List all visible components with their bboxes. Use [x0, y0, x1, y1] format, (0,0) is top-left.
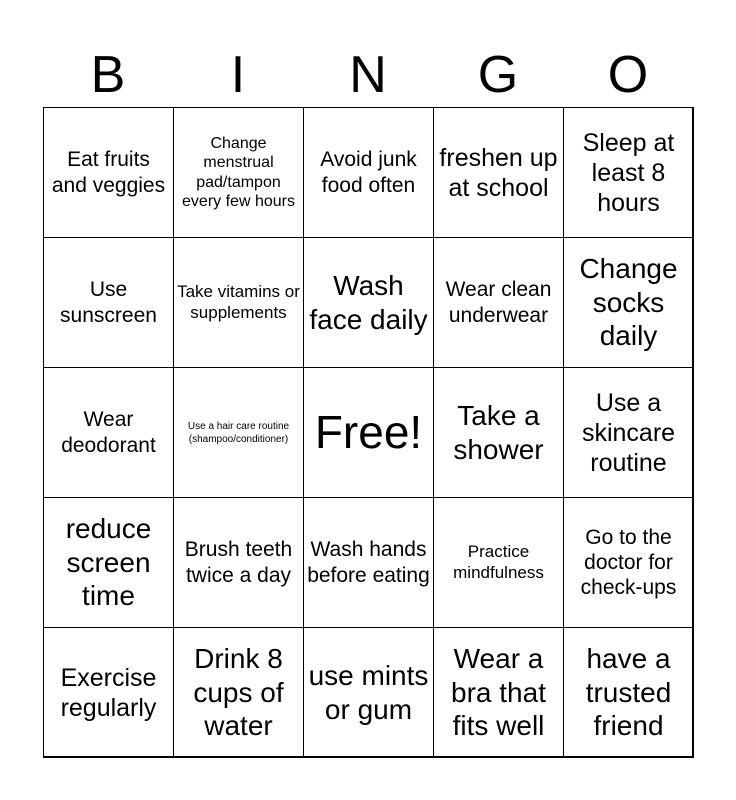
bingo-cell[interactable] [433, 237, 564, 368]
bingo-cell[interactable] [173, 627, 304, 758]
bingo-cell[interactable] [43, 627, 174, 758]
cell-text: use mints or gum [308, 659, 429, 725]
bingo-header [43, 42, 693, 108]
cell-text: Use a skincare routine [581, 388, 676, 477]
cell-text: reduce screen time [65, 513, 152, 612]
cell-text: Change menstrual pad/tampon every few hours [182, 135, 295, 210]
bingo-cell[interactable] [173, 107, 304, 238]
cell-text: Drink 8 cups of water [193, 643, 284, 742]
bingo-cell[interactable] [303, 107, 434, 238]
bingo-cell[interactable] [173, 367, 304, 498]
cell-text: Eat fruits and veggies [51, 148, 166, 197]
cell-text: Brush teeth twice a day [184, 538, 293, 587]
bingo-cell[interactable] [563, 107, 694, 238]
bingo-cell[interactable] [563, 627, 694, 758]
cell-text: Sleep at least 8 hours [582, 128, 675, 217]
cell-text: freshen up at school [439, 143, 558, 202]
header-letter-g: G [477, 46, 519, 104]
cell-text: Take vitamins or supplements [177, 282, 300, 322]
cell-text: Go to the doctor for check-ups [580, 525, 677, 600]
bingo-cell[interactable] [433, 497, 564, 628]
bingo-cell[interactable] [43, 367, 174, 498]
bingo-cell[interactable] [563, 497, 694, 628]
header-letter-i: I [230, 46, 246, 104]
cell-text: Wash face daily [309, 269, 428, 335]
bingo-cell[interactable] [303, 497, 434, 628]
bingo-free-cell[interactable] [303, 367, 434, 498]
header-letter-n: N [349, 46, 387, 104]
cell-text: Take a shower [453, 399, 544, 465]
cell-text: Use sunscreen [60, 278, 157, 327]
bingo-cell[interactable] [433, 107, 564, 238]
bingo-cell[interactable] [433, 367, 564, 498]
bingo-cell[interactable] [563, 237, 694, 368]
bingo-cell[interactable] [43, 107, 174, 238]
cell-text: Exercise regularly [60, 663, 157, 722]
free-space-text: Free! [314, 405, 423, 458]
cell-text: Wash hands before eating [307, 538, 430, 587]
bingo-cell[interactable] [303, 237, 434, 368]
bingo-cell[interactable] [173, 497, 304, 628]
bingo-cell[interactable] [433, 627, 564, 758]
header-letter-b: B [90, 46, 126, 104]
bingo-cell[interactable] [563, 367, 694, 498]
cell-text: Change socks daily [579, 253, 678, 352]
cell-text: Wear clean underwear [445, 278, 552, 327]
cell-text: Use a hair care routine (shampoo/conditioner) [187, 420, 290, 445]
cell-text: Wear deodorant [61, 408, 156, 457]
bingo-cell[interactable] [173, 237, 304, 368]
cell-text: have a trusted friend [585, 643, 672, 742]
bingo-cell[interactable] [43, 497, 174, 628]
bingo-cell[interactable] [303, 627, 434, 758]
bingo-cell[interactable] [43, 237, 174, 368]
bingo-card-grid [43, 107, 693, 757]
cell-text: Practice mindfulness [453, 542, 544, 582]
cell-text: Wear a bra that fits well [451, 643, 546, 742]
cell-text: Avoid junk food often [320, 148, 417, 197]
header-letter-o: O [607, 46, 649, 104]
